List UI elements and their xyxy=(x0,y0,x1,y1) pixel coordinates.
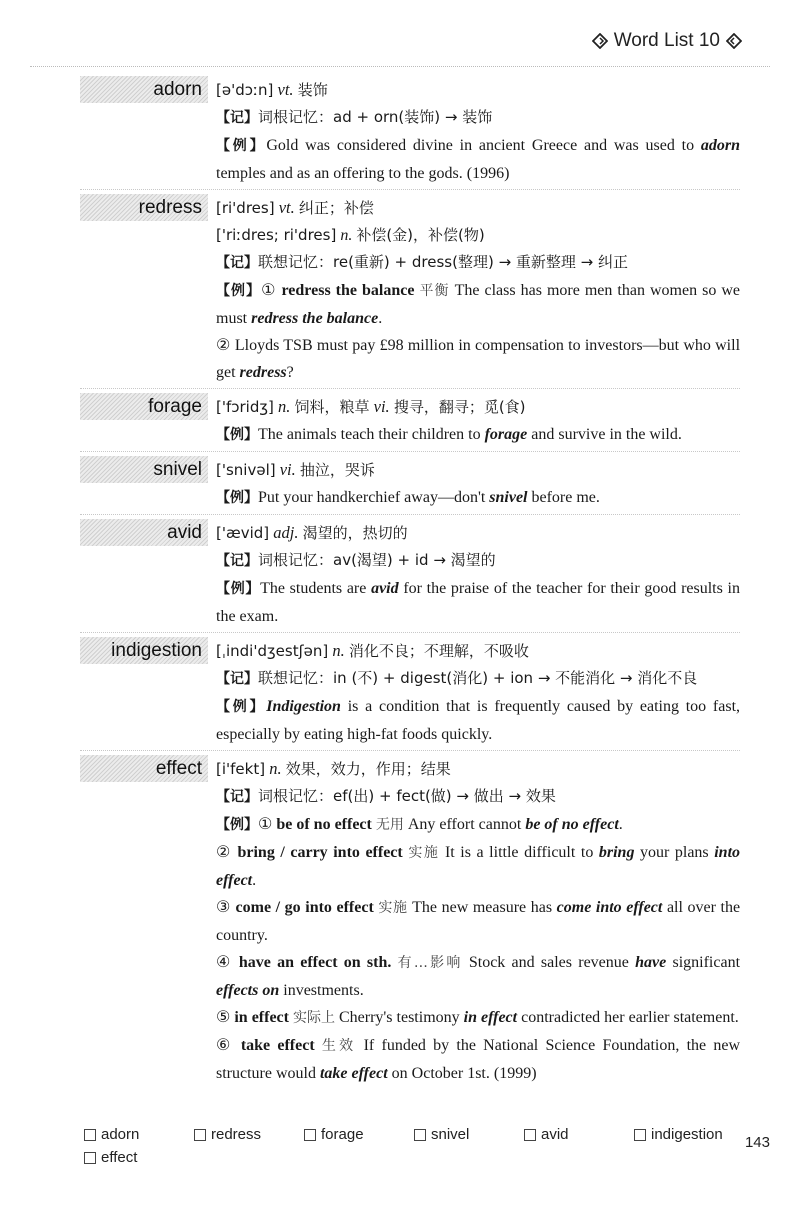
header-divider xyxy=(30,66,770,67)
headword-row xyxy=(80,519,740,547)
line-tag: 【记】 xyxy=(216,553,258,569)
example-text: . xyxy=(618,816,623,833)
line-tag: 【记】 xyxy=(216,110,258,126)
highlighted-word: into effect xyxy=(216,844,741,889)
checkbox-icon xyxy=(524,1129,536,1141)
example-text: Gold was considered divine in ancient Greece and was used to xyxy=(266,137,701,154)
example-text: your plans xyxy=(634,844,715,861)
diamond-arrow-icon xyxy=(726,33,742,49)
highlighted-word: in effect xyxy=(463,1009,518,1026)
word-entry xyxy=(80,76,740,187)
entry-body xyxy=(216,547,740,630)
checklist-item xyxy=(524,1126,634,1143)
highlighted-word: redress the balance xyxy=(251,310,379,327)
word-entry xyxy=(80,514,740,630)
meaning: 装饰 xyxy=(297,81,328,99)
meaning: 饲料，粮草 xyxy=(294,398,370,416)
highlighted-word: bring xyxy=(598,844,635,861)
headword: redress xyxy=(80,194,208,221)
entry-divider xyxy=(80,514,740,515)
example-text: . xyxy=(378,310,383,327)
example-number: ⑤ xyxy=(216,1009,231,1026)
entry-line xyxy=(216,132,740,187)
meaning: 效果，效力，作用；结果 xyxy=(285,760,451,778)
example-text: ? xyxy=(286,364,294,381)
example-number: ① xyxy=(261,282,277,299)
entry-line xyxy=(216,277,740,332)
line-tag: 【例】 xyxy=(216,699,267,715)
phrase-meaning: 实际上 xyxy=(292,1010,335,1026)
checkbox-icon xyxy=(84,1129,96,1141)
line-tag: 【例】 xyxy=(216,427,258,443)
highlighted-word: Indigestion xyxy=(266,698,341,715)
headword-row xyxy=(80,194,740,222)
part-of-speech: n. xyxy=(269,759,282,778)
line-tag: 【例】 xyxy=(216,283,262,299)
highlighted-word: adorn xyxy=(700,137,740,154)
entry-line xyxy=(216,1032,740,1087)
word-entry xyxy=(80,189,740,386)
word-entry xyxy=(80,388,740,449)
entry-line xyxy=(216,484,740,512)
checklist-word: redress xyxy=(211,1126,262,1143)
line-tag: 【例】 xyxy=(216,817,258,833)
example-text: for the praise of the teacher for their good results in the exam. xyxy=(216,580,741,625)
headword: adorn xyxy=(80,76,208,103)
line-tag: 【记】 xyxy=(216,671,258,687)
definition-line xyxy=(208,76,740,104)
phonetic: [ə'dɔːn] xyxy=(216,81,274,99)
part-of-speech: n. xyxy=(332,641,345,660)
part-of-speech: vt. xyxy=(278,198,295,217)
highlighted-word: have xyxy=(635,954,667,971)
entry-line xyxy=(216,1004,740,1032)
definition-line xyxy=(208,456,740,484)
part-of-speech: vt. xyxy=(277,80,294,99)
entry-line xyxy=(216,222,740,249)
meaning: 搜寻，翻寻；觅(食) xyxy=(393,398,526,416)
entry-line xyxy=(216,575,740,630)
example-text: is a condition that is frequently caused by eating too fast, especially by eating high-fat foods quickly. xyxy=(216,698,741,743)
example-text: The new measure has xyxy=(407,899,557,916)
example-text: before me. xyxy=(527,489,600,506)
meaning: 纠正；补偿 xyxy=(298,199,374,217)
checkbox-icon xyxy=(304,1129,316,1141)
headword-row xyxy=(80,637,740,665)
part-of-speech: vi. xyxy=(373,397,390,416)
checklist-word: effect xyxy=(101,1149,138,1166)
example-text: Lloyds TSB must pay £98 million in compensation to investors—but who will get xyxy=(216,337,741,381)
example-text: The class has more men than women so we must xyxy=(216,282,741,327)
phrase-meaning: 平衡 xyxy=(419,283,450,299)
checklist-word: adorn xyxy=(101,1126,140,1143)
entry-line xyxy=(216,811,740,839)
example-text: temples and as an offering to the gods. (1996) xyxy=(216,165,510,182)
word-entry xyxy=(80,632,740,748)
word-entry xyxy=(80,750,740,1087)
headword-row xyxy=(80,456,740,484)
highlighted-word: snivel xyxy=(489,489,528,506)
example-number: ① xyxy=(258,816,273,833)
example-text: . xyxy=(252,872,257,889)
headword-row xyxy=(80,755,740,783)
definition-line xyxy=(208,194,740,222)
definition-line xyxy=(208,637,740,665)
example-number: ③ xyxy=(216,899,231,916)
highlighted-word: take effect xyxy=(319,1065,388,1082)
example-number: ④ xyxy=(216,954,233,971)
headword: effect xyxy=(80,755,208,782)
line-tag: 【记】 xyxy=(216,255,258,271)
checkbox-icon xyxy=(414,1129,426,1141)
entry-line xyxy=(216,104,740,132)
highlighted-word: avid xyxy=(371,580,399,597)
part-of-speech: vi. xyxy=(279,460,296,479)
headword: forage xyxy=(80,393,208,420)
part-of-speech: n. xyxy=(278,397,291,416)
line-tag: 【例】 xyxy=(216,581,261,597)
checklist-word: avid xyxy=(541,1126,569,1143)
highlighted-word: come into effect xyxy=(556,899,663,916)
phrase: bring / carry into effect xyxy=(237,844,403,861)
diamond-arrow-icon xyxy=(592,33,608,49)
phrase: in effect xyxy=(234,1009,289,1026)
checkbox-icon xyxy=(84,1152,96,1164)
entry-body xyxy=(216,421,740,449)
example-text: on October 1st. (1999) xyxy=(387,1065,537,1082)
phonetic: ['riːdres; ri'dres] xyxy=(216,226,337,244)
line-tag: 【记】 xyxy=(216,789,258,805)
example-text: The animals teach their children to xyxy=(258,426,485,443)
phrase: be of no effect xyxy=(276,816,372,833)
checkbox-icon xyxy=(634,1129,646,1141)
example-text: It is a little difficult to xyxy=(439,844,599,861)
checklist-word: snivel xyxy=(431,1126,470,1143)
definition-line xyxy=(208,519,740,547)
checklist-item xyxy=(84,1126,194,1143)
phrase-meaning: 生效 xyxy=(321,1038,357,1054)
example-text: contradicted her earlier statement. xyxy=(517,1009,739,1026)
entry-body xyxy=(216,222,740,386)
example-text: Cherry's testimony xyxy=(334,1009,464,1026)
phrase: redress the balance xyxy=(281,282,415,299)
entry-line xyxy=(216,894,740,949)
entry-divider xyxy=(80,451,740,452)
phrase: come / go into effect xyxy=(235,899,374,916)
example-text: Put your handkerchief away—don't xyxy=(258,489,490,506)
part-of-speech: adj. xyxy=(273,523,299,542)
phrase-meaning: 实施 xyxy=(378,900,408,916)
example-number: ② xyxy=(216,844,232,861)
example-text: investments. xyxy=(279,982,364,999)
example-text: The students are xyxy=(260,580,372,597)
meaning: 消化不良；不理解，不吸收 xyxy=(348,642,529,660)
checklist-item xyxy=(304,1126,414,1143)
memory-note: 词根记忆：ef(出) + fect(做) → 做出 → 效果 xyxy=(258,787,556,805)
phrase-meaning: 无用 xyxy=(375,817,404,833)
entry-line xyxy=(216,839,740,894)
highlighted-word: be of no effect xyxy=(525,816,619,833)
checklist-word: forage xyxy=(321,1126,364,1143)
checklist-item xyxy=(414,1126,524,1143)
phonetic: [i'fekt] xyxy=(216,760,266,778)
entry-divider xyxy=(80,388,740,389)
memory-note: 联想记忆：in (不) + digest(消化) + ion → 不能消化 → 消化不良 xyxy=(258,669,698,687)
example-text: Stock and sales revenue xyxy=(462,954,636,971)
entry-line xyxy=(216,665,740,693)
entry-line xyxy=(216,332,740,386)
headword-row xyxy=(80,393,740,421)
headword: snivel xyxy=(80,456,208,483)
headword: indigestion xyxy=(80,637,208,664)
word-entry xyxy=(80,451,740,512)
definition-line xyxy=(208,755,740,783)
example-text: Any effort cannot xyxy=(403,816,526,833)
entry-body xyxy=(216,783,740,1087)
memory-note: 词根记忆：ad + orn(装饰) → 装饰 xyxy=(258,108,493,126)
entry-divider xyxy=(80,632,740,633)
meaning: 抽泣，哭诉 xyxy=(299,461,375,479)
example-number: ② xyxy=(216,337,231,354)
part-of-speech: n. xyxy=(340,227,353,244)
entry-body xyxy=(216,665,740,748)
phonetic: [ri'dres] xyxy=(216,199,275,217)
example-text: and survive in the wild. xyxy=(527,426,682,443)
entry-line xyxy=(216,249,740,277)
example-text: all over the country. xyxy=(216,899,741,944)
phrase-meaning: 有…影响 xyxy=(397,955,463,971)
checklist-item xyxy=(84,1149,194,1166)
entry-line xyxy=(216,783,740,811)
phrase: take effect xyxy=(240,1037,315,1054)
word-checklist xyxy=(84,1126,744,1172)
example-text: If funded by the National Science Foundation, the new structure would xyxy=(216,1037,741,1082)
meaning: 补偿(金)，补偿(物) xyxy=(356,226,485,244)
entry-body xyxy=(216,484,740,512)
entry-line xyxy=(216,421,740,449)
checklist-item xyxy=(194,1126,304,1143)
entry-line xyxy=(216,693,740,748)
phonetic: [ˌindi'dʒestʃən] xyxy=(216,642,329,660)
phrase: have an effect on sth. xyxy=(238,954,392,971)
entry-line xyxy=(216,547,740,575)
word-list-title: Word List 10 xyxy=(613,30,720,51)
phrase-meaning: 实施 xyxy=(408,845,440,861)
entry-body xyxy=(216,104,740,187)
page-number: 143 xyxy=(744,1134,770,1151)
line-tag: 【例】 xyxy=(216,490,258,506)
checklist-item xyxy=(634,1126,744,1143)
page-header xyxy=(592,30,742,52)
entry-line xyxy=(216,949,740,1004)
headword: avid xyxy=(80,519,208,546)
line-tag: 【例】 xyxy=(216,138,267,154)
memory-note: 词根记忆：av(渴望) + id → 渴望的 xyxy=(258,551,496,569)
example-text: significant xyxy=(666,954,741,971)
checkbox-icon xyxy=(194,1129,206,1141)
highlighted-word: redress xyxy=(239,364,287,381)
example-number: ⑥ xyxy=(216,1037,234,1054)
headword-row xyxy=(80,76,740,104)
phonetic: ['fɔridʒ] xyxy=(216,398,274,416)
phonetic: ['ævid] xyxy=(216,524,270,542)
definition-line xyxy=(208,393,740,421)
memory-note: 联想记忆：re(重新) + dress(整理) → 重新整理 → 纠正 xyxy=(258,253,629,271)
highlighted-word: effects on xyxy=(216,982,280,999)
entry-divider xyxy=(80,189,740,190)
meaning: 渴望的，热切的 xyxy=(302,524,408,542)
phonetic: ['snivəl] xyxy=(216,461,276,479)
entry-divider xyxy=(80,750,740,751)
checklist-word: indigestion xyxy=(651,1126,723,1143)
highlighted-word: forage xyxy=(484,426,528,443)
word-entries xyxy=(80,76,740,1089)
